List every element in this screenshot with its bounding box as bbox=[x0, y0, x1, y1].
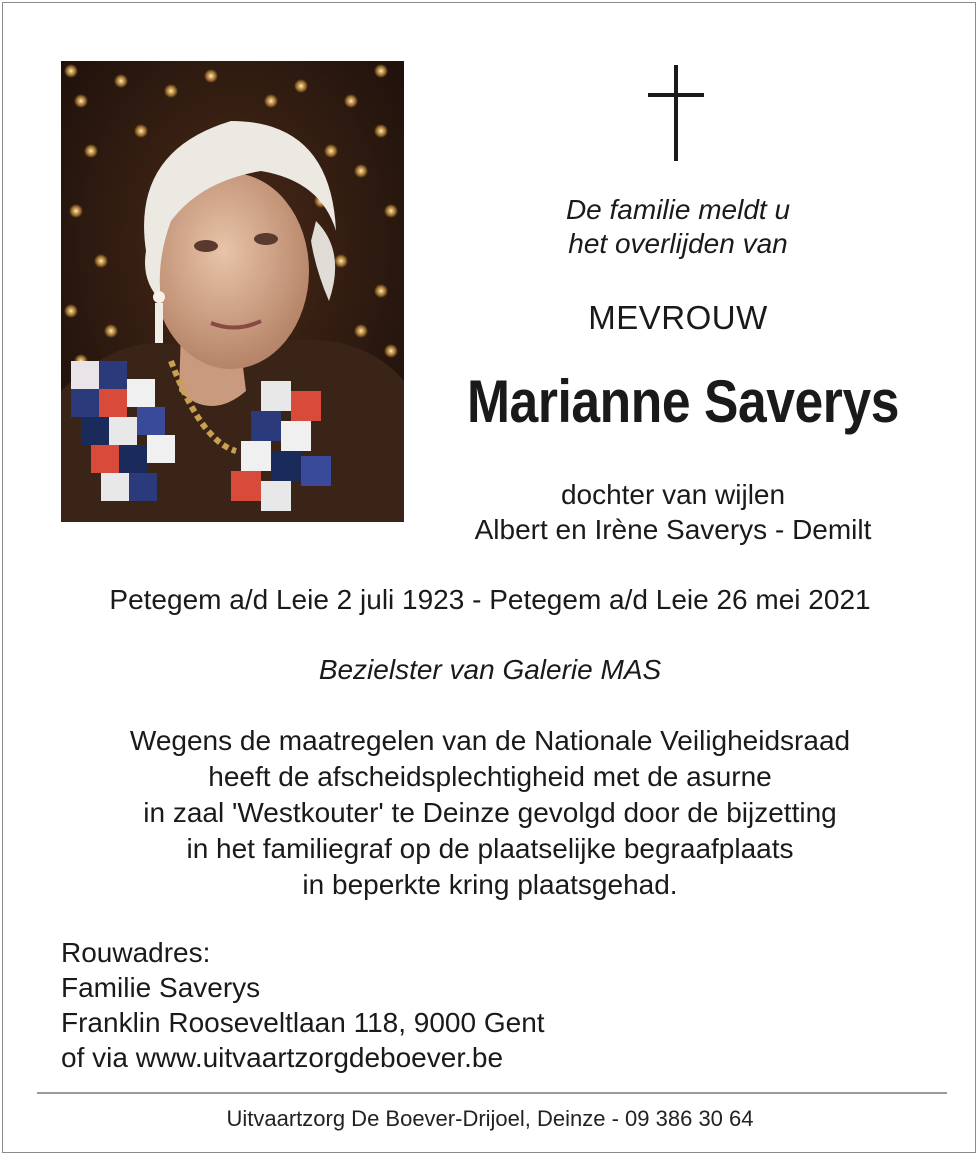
parents-line-2: Albert en Irène Saverys - Demilt bbox=[474, 514, 872, 545]
announcement-line-1: De familie meldt u bbox=[565, 194, 791, 225]
mourning-address bbox=[61, 935, 761, 1075]
message-line: in zaal 'Westkouter' te Deinze gevolgd door de bijzetting bbox=[143, 797, 837, 828]
deceased-name: Marianne Saverys bbox=[467, 368, 899, 435]
announcement bbox=[443, 193, 913, 261]
obituary-card bbox=[2, 2, 976, 1153]
honorific: MEVROUW bbox=[588, 299, 768, 336]
latin-cross-icon bbox=[646, 65, 706, 161]
funeral-home-footer: Uitvaartzorg De Boever-Drijoel, Deinze - 09 386 30 64 bbox=[226, 1106, 754, 1131]
ceremony-message bbox=[3, 723, 977, 903]
message-line: Wegens de maatregelen van de Nationale Veiligheidsraad bbox=[129, 725, 851, 756]
parents-line-1: dochter van wijlen bbox=[560, 479, 786, 510]
parents bbox=[433, 477, 913, 547]
announcement-line-2: het overlijden van bbox=[568, 228, 788, 259]
address-web-link[interactable]: of via www.uitvaartzorgdeboever.be bbox=[61, 1042, 504, 1073]
message-line: heeft de afscheidsplechtigheid met de asurne bbox=[208, 761, 772, 792]
life-dates: Petegem a/d Leie 2 juli 1923 - Petegem a/d Leie 26 mei 2021 bbox=[109, 584, 871, 615]
footer-divider bbox=[37, 1092, 947, 1094]
address-heading: Rouwadres: bbox=[61, 937, 211, 968]
role-line: Bezielster van Galerie MAS bbox=[318, 654, 662, 685]
address-family: Familie Saverys bbox=[61, 972, 261, 1003]
address-street: Franklin Rooseveltlaan 118, 9000 Gent bbox=[61, 1007, 545, 1038]
message-line: in beperkte kring plaatsgehad. bbox=[302, 869, 678, 900]
portrait-photo bbox=[61, 61, 404, 522]
message-line: in het familiegraf op de plaatselijke begraafplaats bbox=[186, 833, 794, 864]
